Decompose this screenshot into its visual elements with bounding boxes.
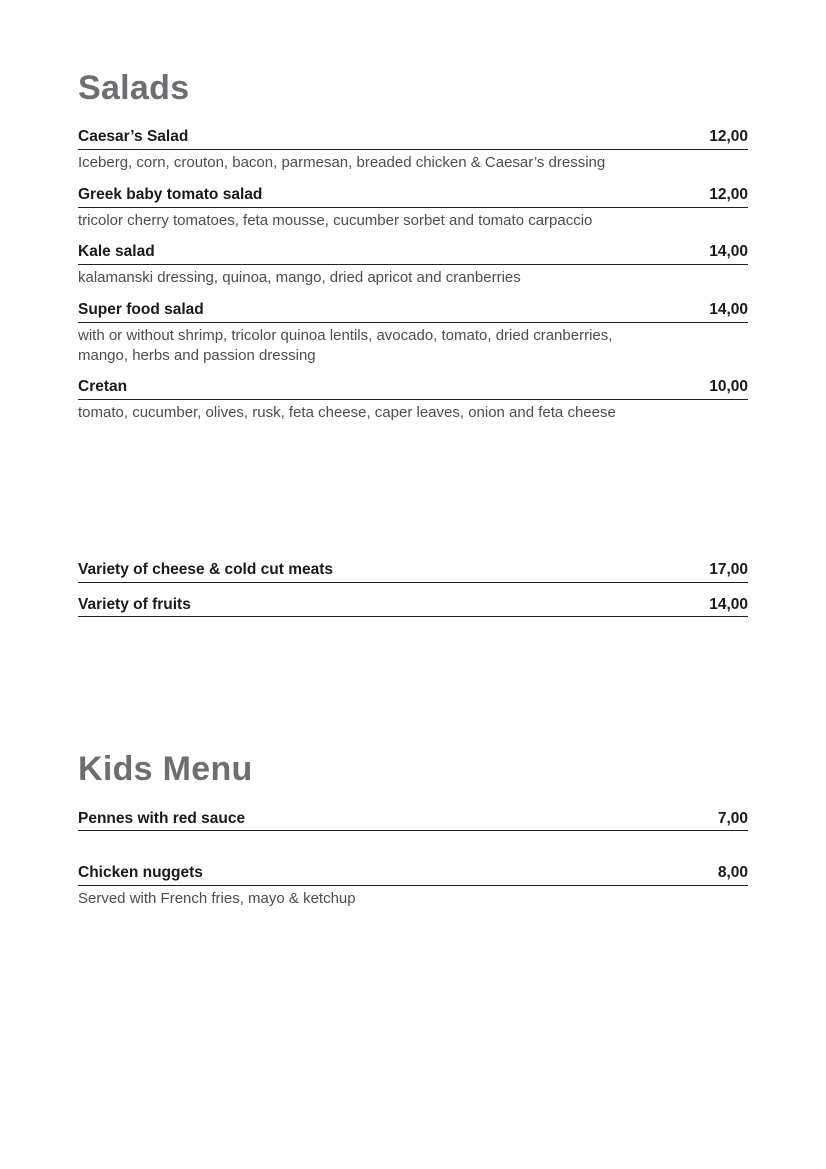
item-price: 10,00 [709, 378, 748, 396]
item-name: Chicken nuggets [78, 864, 203, 882]
menu-item-cretan [78, 378, 748, 423]
item-price: 7,00 [717, 809, 748, 827]
section-title-salads: Salads [78, 69, 190, 107]
item-row [78, 864, 748, 886]
item-row [78, 561, 748, 583]
item-row [78, 186, 748, 208]
menu-item-super-food-salad [78, 301, 748, 365]
item-price: 12,00 [709, 185, 748, 203]
menu-item-chicken-nuggets [78, 864, 748, 909]
menu-item-variety-of-fruits [78, 596, 748, 618]
item-row [78, 243, 748, 265]
menu-item-variety-of-cheese [78, 561, 748, 583]
item-name: Kale salad [78, 243, 155, 261]
menu-item-caesars-salad [78, 128, 748, 173]
item-description: kalamanski dressing, quinoa, mango, dried apricot and cranberries [78, 269, 521, 287]
item-row [78, 810, 748, 832]
item-name: Variety of fruits [78, 595, 191, 613]
item-price: 12,00 [709, 128, 748, 146]
item-name: Cretan [78, 378, 128, 396]
item-description: Iceberg, corn, crouton, bacon, parmesan, breaded chicken & Caesar’s dressing [78, 153, 606, 171]
item-description: with or without shrimp, tricolor quinoa lentils, avocado, tomato, dried cranberries, mango, herbs and passion dressing [78, 326, 613, 364]
menu-item-pennes-red-sauce [78, 810, 748, 832]
item-price: 8,00 [717, 864, 748, 882]
item-row [78, 596, 748, 618]
menu-item-greek-baby-tomato-salad [78, 186, 748, 231]
item-name: Greek baby tomato salad [78, 185, 263, 203]
item-name: Super food salad [78, 300, 204, 318]
item-price: 17,00 [709, 560, 748, 578]
item-price: 14,00 [709, 243, 748, 261]
item-description: Served with French fries, mayo & ketchup [78, 889, 356, 907]
item-name: Pennes with red sauce [78, 809, 246, 827]
item-row [78, 128, 748, 150]
item-name: Caesar’s Salad [78, 128, 189, 146]
item-name: Variety of cheese & cold cut meats [78, 560, 333, 578]
item-price: 14,00 [709, 595, 748, 613]
item-description: tomato, cucumber, olives, rusk, feta cheese, caper leaves, onion and feta cheese [78, 404, 616, 422]
item-price: 14,00 [709, 300, 748, 318]
item-row [78, 378, 748, 400]
section-title-kids-menu: Kids Menu [78, 750, 253, 789]
menu-item-kale-salad [78, 243, 748, 288]
item-description: tricolor cherry tomatoes, feta mousse, cucumber sorbet and tomato carpaccio [78, 211, 593, 229]
item-row [78, 301, 748, 323]
